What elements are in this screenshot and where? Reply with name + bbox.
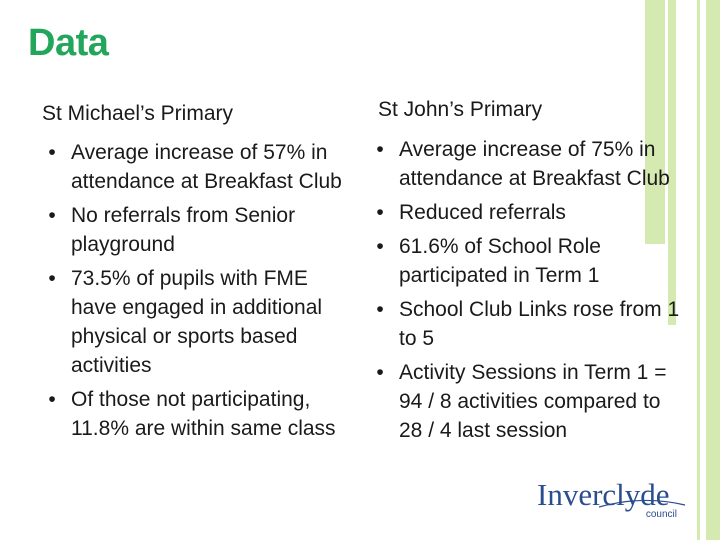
bullet-icon: • [376, 138, 384, 161]
decorative-bar [706, 0, 720, 540]
list-item [370, 295, 680, 353]
inverclyde-council-logo [537, 479, 687, 524]
bullet-icon: • [376, 235, 384, 258]
list-item [42, 138, 357, 196]
list-item [370, 198, 680, 227]
left-bullet-list [42, 138, 357, 448]
list-item [42, 385, 357, 443]
list-item [370, 358, 680, 445]
bullet-text: Average increase of 75% in attendance at Breakfast Club [399, 138, 670, 190]
bullet-icon: • [376, 361, 384, 384]
bullet-text: Reduced referrals [399, 201, 566, 224]
bullet-icon: • [48, 267, 56, 290]
bullet-icon: • [48, 388, 56, 411]
bullet-text: No referrals from Senior playground [71, 204, 296, 256]
slide-title: Data [28, 22, 109, 64]
bullet-text: Average increase of 57% in attendance at Breakfast Club [71, 141, 342, 193]
bullet-icon: • [376, 201, 384, 224]
bullet-text: Of those not participating, 11.8% are within same class [71, 388, 336, 440]
bullet-text: 73.5% of pupils with FME have engaged in additional physical or sports based activities [71, 267, 323, 377]
list-item [42, 201, 357, 259]
bullet-icon: • [48, 204, 56, 227]
bullet-icon: • [376, 298, 384, 321]
right-bullet-list [370, 135, 680, 450]
logo-name: Inverclyde [537, 477, 670, 512]
bullet-text: 61.6% of School Role participated in Term 1 [399, 235, 601, 287]
list-item [370, 232, 680, 290]
decorative-bar [697, 0, 700, 540]
right-column-heading: St John’s Primary [378, 98, 543, 121]
bullet-text: School Club Links rose from 1 to 5 [399, 298, 680, 350]
left-column-heading: St Michael’s Primary [42, 102, 233, 125]
logo-subtitle: council [645, 509, 677, 520]
list-item [370, 135, 680, 193]
bullet-icon: • [48, 141, 56, 164]
list-item [42, 264, 357, 380]
bullet-text: Activity Sessions in Term 1 = 94 / 8 activities compared to 28 / 4 last session [399, 361, 667, 442]
